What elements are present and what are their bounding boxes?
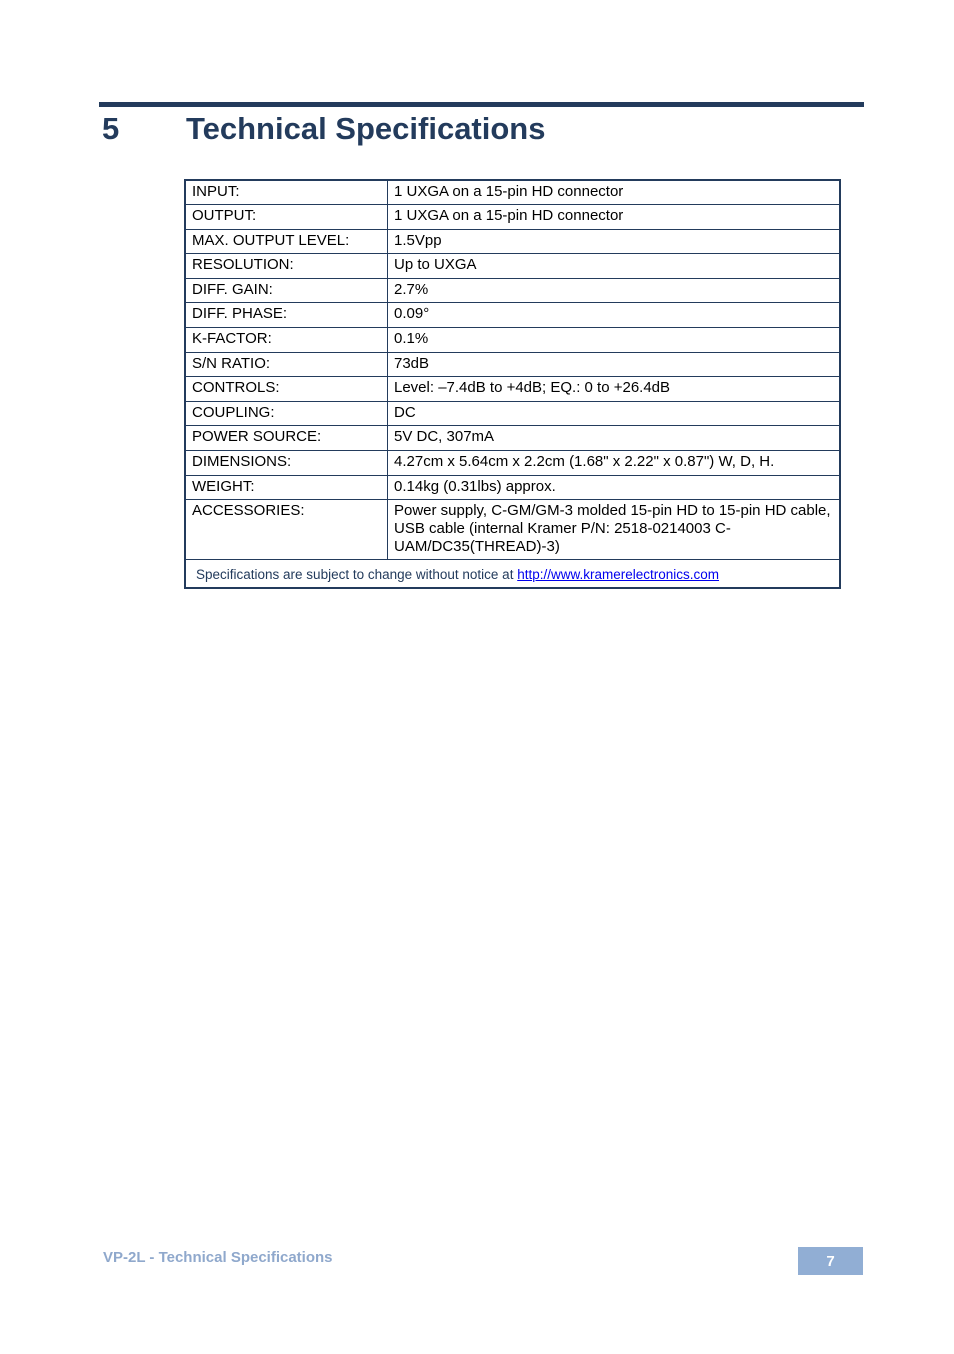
spec-value: 0.14kg (0.31lbs) approx. — [388, 475, 841, 500]
spec-label: MAX. OUTPUT LEVEL: — [185, 229, 388, 254]
spec-value: Level: –7.4dB to +4dB; EQ.: 0 to +26.4dB — [388, 377, 841, 402]
spec-value: 5V DC, 307mA — [388, 426, 841, 451]
note-row — [185, 560, 840, 589]
spec-label: POWER SOURCE: — [185, 426, 388, 451]
spec-table — [184, 179, 841, 589]
table-row — [185, 278, 840, 303]
table-row — [185, 451, 840, 476]
spec-label: DIMENSIONS: — [185, 451, 388, 476]
spec-value: 73dB — [388, 352, 841, 377]
section-number: 5 — [102, 111, 120, 146]
table-row — [185, 475, 840, 500]
spec-label: INPUT: — [185, 180, 388, 205]
spec-label: DIFF. GAIN: — [185, 278, 388, 303]
spec-label: OUTPUT: — [185, 205, 388, 230]
table-row — [185, 254, 840, 279]
spec-value: 1 UXGA on a 15-pin HD connector — [388, 205, 841, 230]
section-heading — [102, 108, 545, 150]
page-number: 7 — [798, 1247, 863, 1275]
table-row — [185, 205, 840, 230]
spec-value: 0.09° — [388, 303, 841, 328]
table-row — [185, 229, 840, 254]
spec-value: Up to UXGA — [388, 254, 841, 279]
section-title: Technical Specifications — [186, 111, 546, 146]
spec-note — [185, 560, 840, 589]
spec-label: ACCESSORIES: — [185, 500, 388, 560]
table-row — [185, 401, 840, 426]
spec-value: DC — [388, 401, 841, 426]
table-row — [185, 352, 840, 377]
spec-value: 1 UXGA on a 15-pin HD connector — [388, 180, 841, 205]
spec-label: COUPLING: — [185, 401, 388, 426]
spec-label: K-FACTOR: — [185, 328, 388, 353]
table-row — [185, 180, 840, 205]
table-row — [185, 303, 840, 328]
table-row — [185, 500, 840, 560]
spec-value: 2.7% — [388, 278, 841, 303]
kramer-website-link[interactable]: http://www.kramerelectronics.com — [517, 567, 720, 583]
spec-label: S/N RATIO: — [185, 352, 388, 377]
table-row — [185, 377, 840, 402]
spec-value: 0.1% — [388, 328, 841, 353]
note-text: Specifications are subject to change without notice at — [196, 567, 518, 583]
spec-value: 1.5Vpp — [388, 229, 841, 254]
spec-label: CONTROLS: — [185, 377, 388, 402]
table-row — [185, 328, 840, 353]
spec-value: Power supply, C-GM/GM-3 molded 15-pin HD to 15-pin HD cable, USB cable (internal Kramer P/N: 2518-0214003 C-UAM/DC35(THREAD)-3) — [388, 500, 841, 560]
spec-value: 4.27cm x 5.64cm x 2.2cm (1.68" x 2.22" x 0.87") W, D, H. — [388, 451, 841, 476]
spec-label: WEIGHT: — [185, 475, 388, 500]
spec-label: DIFF. PHASE: — [185, 303, 388, 328]
section-top-rule — [99, 102, 864, 107]
spec-label: RESOLUTION: — [185, 254, 388, 279]
table-row — [185, 426, 840, 451]
footer-title: VP-2L - Technical Specifications — [103, 1249, 333, 1266]
